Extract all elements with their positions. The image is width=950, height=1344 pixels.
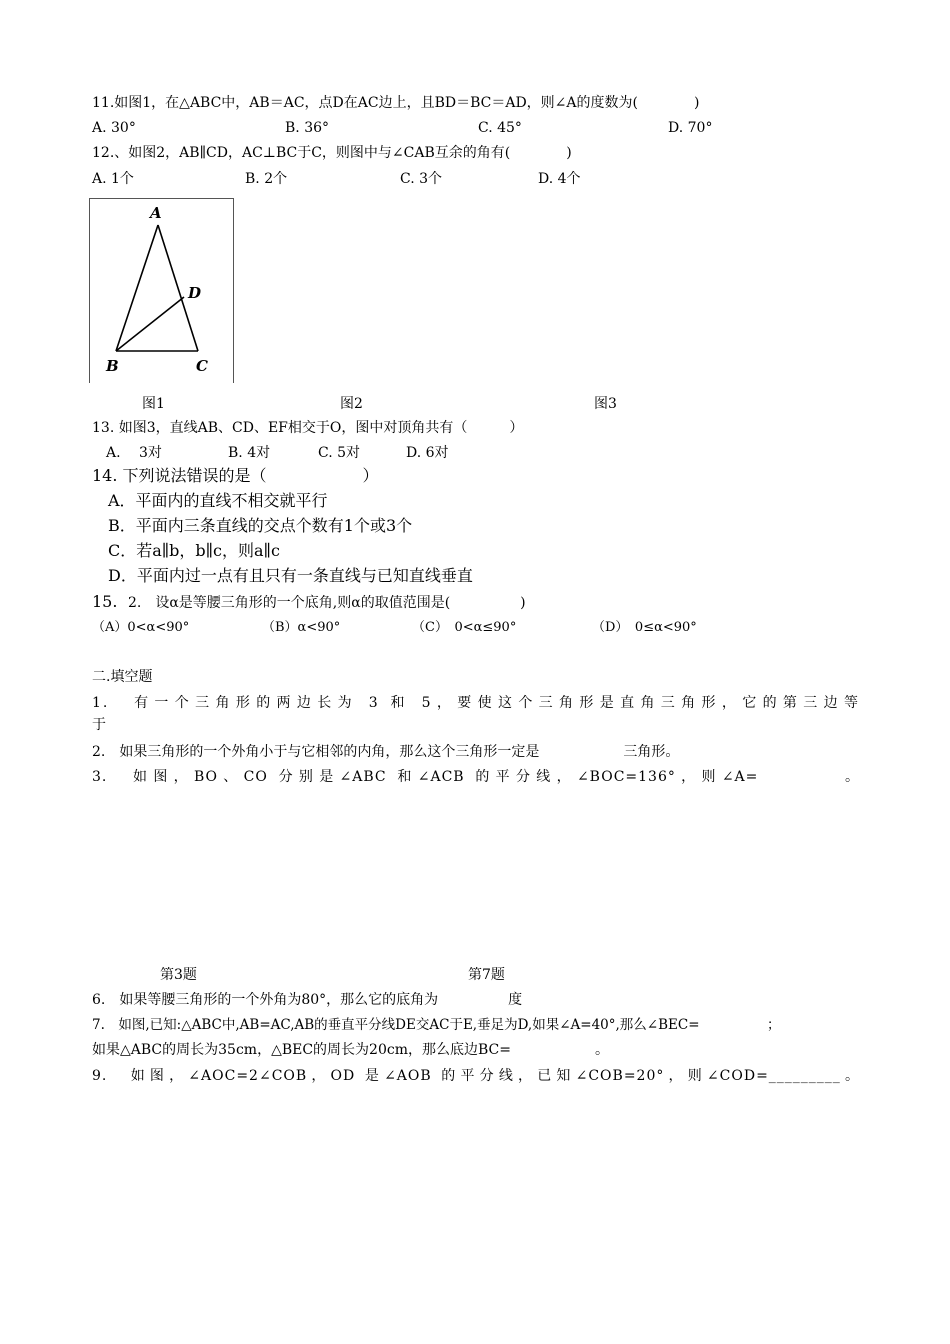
- q13-option-d: D. 6对: [406, 445, 449, 461]
- vertex-label-d: D: [188, 284, 202, 302]
- q12-option-b: B. 2个: [245, 171, 288, 187]
- section-2-title: 二.填空题: [92, 669, 153, 685]
- q14-stem: 14. 下列说法错误的是（ ）: [92, 466, 379, 485]
- caption-question-7: 第7题: [468, 967, 505, 983]
- q14-option-d: D．平面内过一点有且只有一条直线与已知直线垂直: [108, 566, 473, 585]
- q11-stem: 11.如图1，在△ABC中，AB＝AC，点D在AC边上，且BD＝BC＝AD，则∠A的度数为( ): [92, 95, 700, 111]
- side-ab: [116, 225, 158, 351]
- fill-9: 9. 如图，∠AOC=2∠COB，OD 是∠AOB 的平分线，已知∠COB=20°，则∠COD=_________。: [92, 1068, 860, 1084]
- caption-question-3: 第3题: [160, 967, 197, 983]
- q11-option-b: B. 36°: [285, 120, 330, 136]
- fill-7-line-2: 如果△ABC的周长为35cm，△BEC的周长为20cm，那么底边BC= 。: [92, 1042, 609, 1058]
- caption-figure-1: 图1: [142, 396, 165, 412]
- fill-7-line-1: 7. 如图,已知:△ABC中,AB=AC,AB的垂直平分线DE交AC于E,垂足为D,如果∠A=40°,那么∠BEC= ；: [92, 1017, 781, 1033]
- fill-1-line-1: 1. 有一个三角形的两边长为 3 和 5，要使这个三角形是直角三角形，它的第三边等: [92, 695, 860, 711]
- caption-figure-2: 图2: [340, 396, 363, 412]
- q11-option-d: D. 70°: [668, 120, 713, 136]
- triangle-diagram: [90, 199, 233, 383]
- caption-figure-3: 图3: [594, 396, 617, 412]
- q11-option-c: C. 45°: [478, 120, 522, 136]
- q13-option-a: A. 3对: [106, 445, 162, 461]
- q13-stem: 13. 如图3，直线AB、CD、EF相交于O，图中对顶角共有（ ）: [92, 420, 524, 436]
- q15-option-a: （A）0<α<90°: [92, 620, 190, 635]
- q13-option-b: B. 4对: [228, 445, 271, 461]
- segment-bd: [116, 297, 184, 351]
- q15-option-b: （B）α<90°: [262, 620, 341, 635]
- q12-option-c: C. 3个: [400, 171, 443, 187]
- fill-1-line-2: 于: [92, 717, 106, 733]
- q14-option-c: C．若a∥b，b∥c，则a∥c: [108, 541, 280, 560]
- q15-option-d: （D） 0≤α<90°: [592, 620, 697, 635]
- q15-option-c: （C） 0<α≤90°: [412, 620, 517, 635]
- q13-option-c: C. 5对: [318, 445, 361, 461]
- q14-option-b: B．平面内三条直线的交点个数有1个或3个: [108, 516, 413, 535]
- q15-number: 15.: [92, 592, 118, 611]
- vertex-label-c: C: [196, 357, 208, 375]
- fill-3: 3. 如图，BO、CO 分别是∠ABC 和∠ACB 的平分线，∠BOC=136°，则∠A= 。: [92, 769, 860, 785]
- vertex-label-b: B: [106, 357, 119, 375]
- fill-2: 2. 如果三角形的一个外角小于与它相邻的内角，那么这个三角形一定是 三角形。: [92, 744, 680, 760]
- q12-stem: 12.、如图2，AB∥CD，AC⊥BC于C，则图中与∠CAB互余的角有( ): [92, 145, 572, 161]
- q12-option-a: A. 1个: [92, 171, 134, 187]
- q12-option-d: D. 4个: [538, 171, 581, 187]
- q11-option-a: A. 30°: [92, 120, 136, 136]
- vertex-label-a: A: [150, 204, 162, 222]
- q15-stem: 2. 设α是等腰三角形的一个底角,则α的取值范围是( ): [128, 595, 526, 611]
- fill-6: 6. 如果等腰三角形的一个外角为80°，那么它的底角为 度: [92, 992, 523, 1008]
- figure-1-triangle: [89, 198, 234, 383]
- q14-option-a: A．平面内的直线不相交就平行: [108, 491, 328, 510]
